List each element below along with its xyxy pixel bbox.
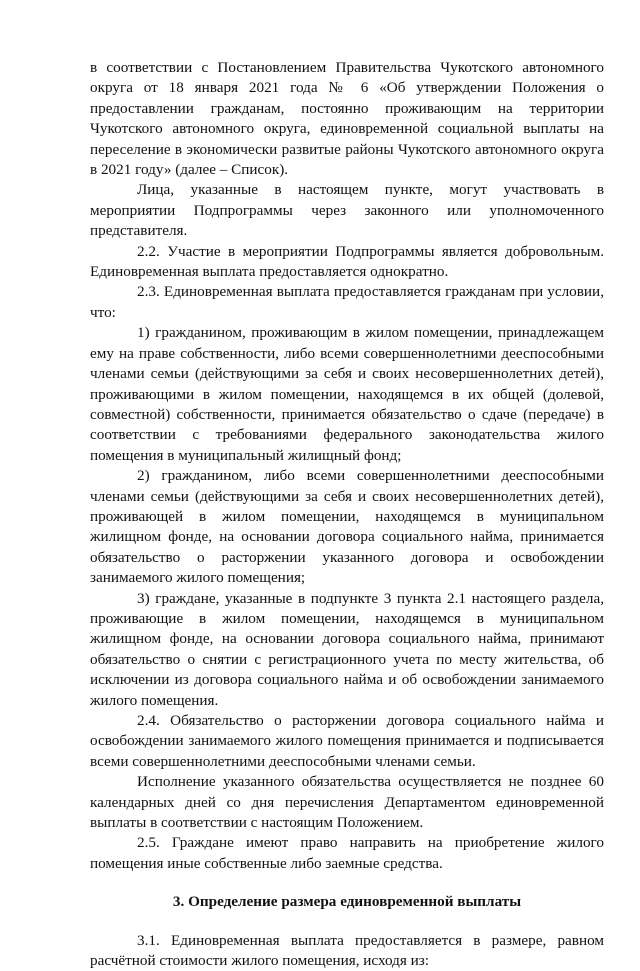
document-page [90, 58, 604, 971]
paragraph: 2.4. Обязательство о расторжении договора социального найма и освобождении занимаемого жилого помещения принимается и подписывается всеми совершеннолетними дееспособными членами семьи. [90, 712, 604, 770]
paragraph: 2.5. Граждане имеют право направить на приобретение жилого помещения иные собственные либо заемные средства. [90, 834, 604, 872]
section-heading: 3. Определение размера единовременной выплаты [172, 893, 522, 911]
paragraph: в соответствии с Постановлением Правительства Чукотского автономного округа от 18 января 2021 года № 6 «Об утверждении Положения о предоставлении гражданам, постоянно проживающим на территории Чукотского автономного округа, единовременной социальной выплаты на переселение в экономически развитые районы Чукотского автономного округа в 2021 году» (далее – Список). [90, 59, 604, 179]
paragraph: Исполнение указанного обязательства осуществляется не позднее 60 календарных дней со дня перечисления Департаментом единовременной выплаты в соответствии с настоящим Положением. [90, 773, 604, 832]
paragraph: 3.1. Единовременная выплата предоставляется в размере, равном расчётной стоимости жилого помещения, исходя из: [90, 931, 604, 970]
paragraph: Лица, указанные в настоящем пункте, могут участвовать в мероприятии Подпрограммы через законного или уполномоченного представителя. [90, 181, 604, 240]
list-item: 3) граждане, указанные в подпункте 3 пункта 2.1 настоящего раздела, проживающие в жилом помещении, находящемся в муниципальном жилищном фонде, на основании договора социального найма, принимают обязательство о снятии с регистрационного учета по месту жительства, об исключении из договора социального найма и об освобождении занимаемого жилого помещения. [90, 589, 604, 709]
paragraph: 2.2. Участие в мероприятии Подпрограммы является добровольным. Единовременная выплата предоставляется однократно. [90, 242, 604, 281]
list-item: 2) гражданином, либо всеми совершеннолетними дееспособными членами семьи (действующими за себя и своих несовершеннолетних детей), проживающей в жилом помещении, находящемся в муниципальном жилищном фонде, на основании договора социального найма, принимается обязательство о расторжении указанного договора и освобождении занимаемого жилого помещения; [90, 467, 604, 587]
paragraph: 2.3. Единовременная выплата предоставляется гражданам при условии, что: [90, 283, 604, 321]
list-item: 1) гражданином, проживающим в жилом помещении, принадлежащем ему на праве собственности, либо всеми совершеннолетними дееспособными членами семьи (действующими за себя и своих несовершеннолетних детей), проживающими в жилом помещении, находящемся в их общей (долевой, совместной) собственности, принимается обязательство о сдаче (передаче) в соответствии с требованиями федерального законодательства жилого помещения в муниципальный жилищный фонд; [90, 324, 604, 464]
